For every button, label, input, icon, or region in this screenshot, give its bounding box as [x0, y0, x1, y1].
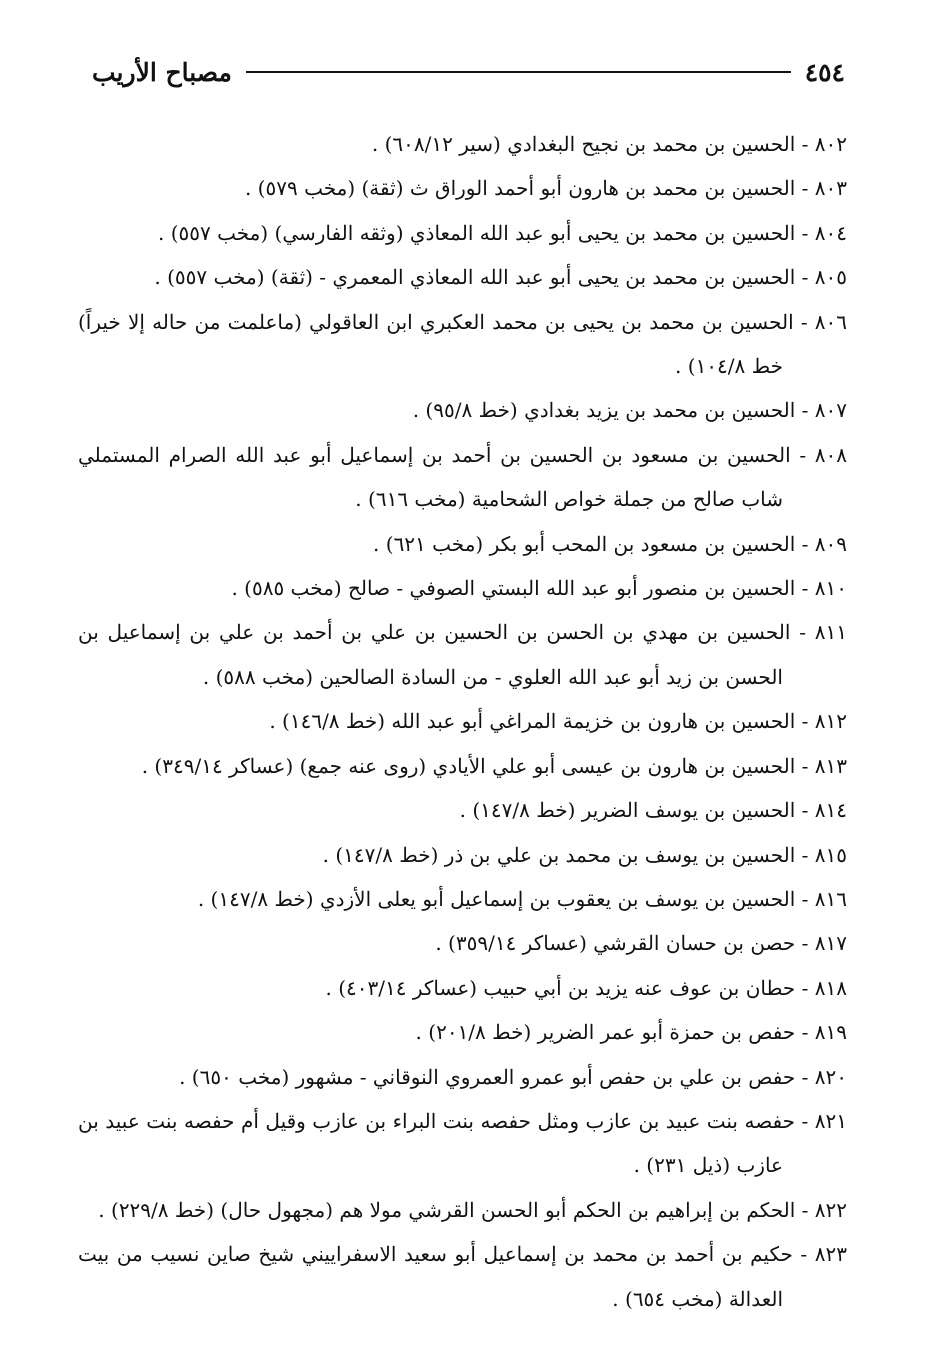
entry-item: [78, 1099, 847, 1188]
entry-text: حفص بن حمزة أبو عمر الضرير (خط ٢٠١/٨) .: [415, 1020, 796, 1045]
entry-number: ٨١٧: [814, 931, 847, 956]
entry-text: الحسين بن مسعود بن الحسين بن أحمد بن إسماعيل أبو عبد الله الصرام المستملي شاب صالح من جملة خواص الشحامية (مخب ٦١٦) .: [78, 442, 791, 512]
entry-number: ٨١٣: [814, 753, 847, 778]
entry-separator: -: [795, 798, 815, 823]
entry-text: الحسين بن يوسف بن محمد بن علي بن ذر (خط ١٤٧/٨) .: [322, 842, 796, 867]
entry-item: [78, 966, 847, 1010]
entry-item: [78, 744, 847, 788]
entry-number: ٨٢٣: [814, 1242, 847, 1267]
entry-item: [78, 1188, 847, 1232]
entry-text: الحسين بن هارون بن خزيمة المراغي أبو عبد الله (خط ١٤٦/٨) .: [269, 709, 796, 734]
entry-separator: -: [795, 220, 815, 245]
entry-text: الحسين بن منصور أبو عبد الله البستي الصوفي - صالح (مخب ٥٨٥) .: [231, 576, 796, 601]
entry-text: حكيم بن أحمد بن محمد بن إسماعيل أبو سعيد الاسفراييني شيخ صاين نسيب من بيت العدالة (مخب ٦٥٤) .: [78, 1242, 793, 1311]
entry-item: [78, 1232, 847, 1321]
header-rule: [246, 71, 791, 73]
entry-number: ٨٠٦: [814, 309, 847, 334]
entry-separator: -: [795, 709, 815, 734]
entry-number: ٨١٠: [814, 576, 847, 601]
entry-separator: -: [795, 132, 815, 156]
entry-item: [78, 1055, 847, 1099]
entry-number: ٨١٢: [814, 709, 847, 734]
entry-text: الحسين بن محمد بن يزيد بغدادي (خط ٩٥/٨) .: [412, 398, 796, 423]
entry-item: [78, 433, 847, 522]
entry-separator: -: [795, 1020, 815, 1045]
entry-text: الحسين بن مسعود بن المحب أبو بكر (مخب ٦٢١) .: [373, 531, 796, 556]
entry-separator: -: [790, 620, 815, 645]
entry-number: ٨١٨: [814, 975, 847, 1000]
entry-item: [78, 522, 847, 566]
entry-item: [78, 255, 847, 299]
entry-number: ٨٠٢: [814, 132, 847, 156]
entry-text: الحسين بن هارون بن عيسى أبو علي الأيادي (روى عنه جمع) (عساكر ٣٤٩/١٤) .: [141, 753, 796, 778]
entry-text: حفصه بنت عبيد بن عازب ومثل حفصه بنت البراء بن عازب وقيل أم حفصه بنت عبيد بن عازب (ذيل ٢٣١) .: [78, 1108, 796, 1178]
entry-item: [78, 211, 847, 255]
entry-text: الحسين بن محمد بن نجيح البغدادي (سير ٦٠٨/١٢) .: [371, 132, 796, 156]
entry-item: [78, 610, 847, 699]
entry-number: ٨٢٢: [814, 1197, 847, 1222]
entry-text: الحسين بن محمد بن هارون أبو أحمد الوراق ث (ثقة) (مخب ٥٧٩) .: [244, 176, 796, 201]
entry-separator: -: [795, 975, 815, 1000]
entry-separator: -: [795, 576, 815, 601]
entry-number: ٨٢٠: [814, 1064, 847, 1089]
entry-number: ٨٠٤: [814, 220, 847, 245]
entry-item: [78, 300, 847, 389]
entry-separator: -: [795, 842, 815, 867]
entry-number: ٨١١: [814, 620, 847, 645]
entry-text: حطان بن عوف عنه يزيد بن أبي حبيب (عساكر ٤٠٣/١٤) .: [325, 975, 796, 1000]
entry-number: ٨١٥: [814, 842, 847, 867]
entry-text: الحسين بن يوسف الضرير (خط ١٤٧/٨) .: [459, 798, 796, 823]
entry-separator: -: [793, 309, 815, 334]
entry-separator: -: [795, 1197, 815, 1222]
entry-item: [78, 699, 847, 743]
entry-number: ٨٠٥: [814, 265, 847, 290]
entry-item: [78, 1010, 847, 1054]
entry-text: حصن بن حسان القرشي (عساكر ٣٥٩/١٤) .: [435, 931, 796, 956]
entry-item: [78, 921, 847, 965]
entry-separator: -: [795, 176, 815, 201]
entry-text: الحسين بن محمد بن يحيى بن محمد العكبري ابن العاقولي (ماعلمت من حاله إلا خيراً) خط ١٠٤/٨) .: [78, 309, 794, 379]
entry-item: [78, 388, 847, 432]
entry-text: حفص بن علي بن حفص أبو عمرو العمروي النوقاني - مشهور (مخب ٦٥٠) .: [179, 1064, 796, 1089]
entry-number: ٨٠٧: [814, 398, 847, 423]
entry-separator: -: [795, 531, 815, 556]
book-title: مصباح الأريب: [92, 57, 232, 87]
entry-number: ٨١٤: [814, 798, 847, 823]
entry-item: [78, 166, 847, 210]
entry-separator: -: [795, 265, 815, 290]
entry-separator: -: [795, 886, 815, 911]
entry-number: ٨٠٨: [814, 442, 847, 467]
entry-number: ٨٠٣: [814, 176, 847, 201]
entry-item: [78, 566, 847, 610]
entry-number: ٨٠٩: [814, 531, 847, 556]
entry-separator: -: [790, 442, 815, 467]
page-number: ٤٥٤: [804, 57, 845, 87]
entry-separator: -: [795, 753, 815, 778]
entry-text: الحسين بن محمد بن يحيى أبو عبد الله المعاذي المعمري - (ثقة) (مخب ٥٥٧) .: [154, 265, 796, 290]
entry-number: ٨١٦: [814, 886, 847, 911]
entry-item: [78, 122, 847, 166]
entry-text: الحسين بن يوسف بن يعقوب بن إسماعيل أبو يعلى الأزدي (خط ١٤٧/٨) .: [197, 886, 796, 911]
entry-text: الحسين بن محمد بن يحيى أبو عبد الله المعاذي (وثقه الفارسي) (مخب ٥٥٧) .: [158, 220, 796, 245]
page-header: [92, 50, 845, 94]
entry-item: [78, 833, 847, 877]
entry-list: [78, 122, 847, 1321]
entry-item: [78, 877, 847, 921]
entry-text: الحكم بن إبراهيم بن الحكم أبو الحسن القرشي مولا هم (مجهول حال) (خط ٢٢٩/٨) .: [98, 1197, 796, 1222]
entry-item: [78, 788, 847, 832]
entry-separator: -: [792, 1242, 815, 1267]
entry-separator: -: [795, 1108, 815, 1133]
entry-separator: -: [795, 398, 815, 423]
entry-number: ٨١٩: [814, 1020, 847, 1045]
entry-separator: -: [795, 1064, 815, 1089]
entry-number: ٨٢١: [814, 1108, 847, 1133]
entry-separator: -: [795, 931, 815, 956]
entry-text: الحسين بن مهدي بن الحسن بن الحسين بن علي بن أحمد بن علي بن إسماعيل بن الحسن بن زيد أبو عبد الله العلوي - من السادة الصالحين (مخب ٥٨٨) .: [78, 620, 791, 689]
